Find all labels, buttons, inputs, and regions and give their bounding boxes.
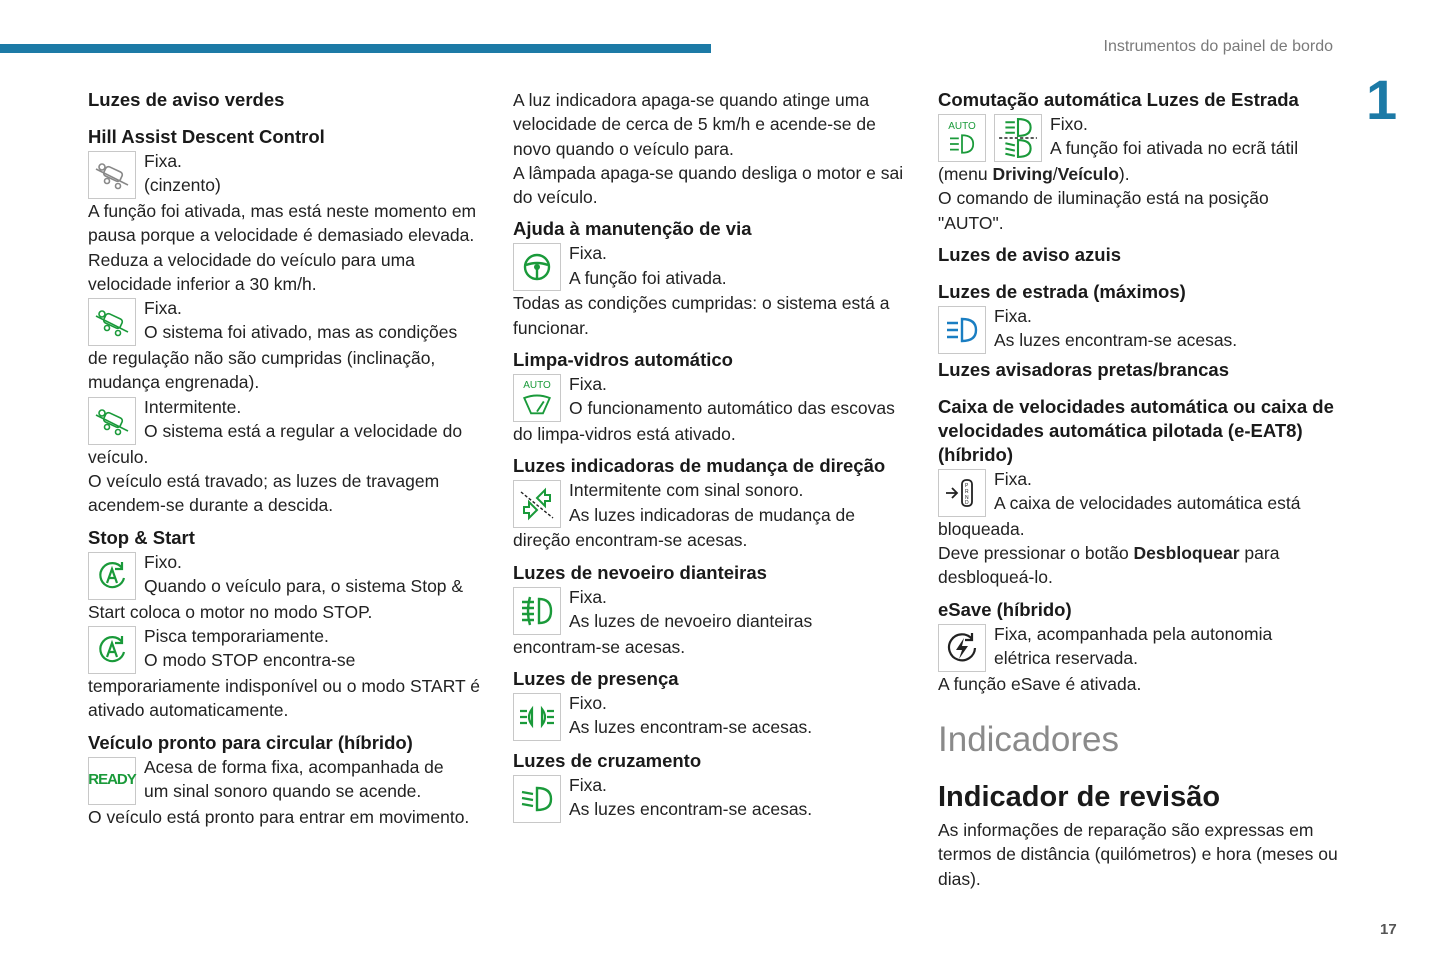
text: Fixa. <box>144 298 182 319</box>
stop-start-item-1 <box>88 550 493 600</box>
menu-driving: Driving <box>992 164 1053 184</box>
text: As luzes indicadoras de mudança de <box>569 504 856 525</box>
text: O funcionamento automático das escovas <box>569 398 895 419</box>
text: A função foi ativada no ecrã tátil <box>1050 138 1299 159</box>
section-title-service-indicator: Indicador de revisão <box>938 781 1221 814</box>
text: Fixa, acompanhada pela autonomia <box>994 623 1273 644</box>
turn-signal-icon <box>513 480 561 528</box>
heading-blue-warnings: Luzes de aviso azuis <box>938 243 1122 265</box>
heading-hadc: Hill Assist Descent Control <box>88 126 325 147</box>
text: (menu <box>938 164 993 184</box>
text: Fixo. <box>1050 114 1088 134</box>
section-title-indicators: Indicadores <box>938 720 1119 760</box>
text: Fixa. <box>569 586 607 607</box>
lane-item <box>513 241 918 291</box>
text: para desbloqueá-lo. <box>938 543 1280 588</box>
menu-vehicle: Veículo <box>1057 164 1119 184</box>
page-header: Instrumentos do painel de bordo <box>1103 38 1333 55</box>
column-1 <box>88 88 493 829</box>
chapter-number: 1 <box>1366 68 1398 131</box>
paragraph: A luz indicadora apaga-se quando atinge uma velocidade de cerca de 5 km/h e acende-se de novo quando o veículo para. <box>513 90 876 159</box>
front-fog-light-icon <box>513 587 561 635</box>
stop-start-item-2 <box>88 624 493 674</box>
turn-item <box>513 478 918 528</box>
text: A caixa de velocidades automática está <box>994 493 1301 514</box>
wiper-item <box>513 372 918 422</box>
paragraph: O veículo está travado; as luzes de travagem acendem-se durante a descida. <box>88 471 440 516</box>
fog-item <box>513 585 918 635</box>
text: Fixa. <box>569 774 607 795</box>
esave-icon <box>938 624 986 672</box>
text: Fixo. <box>144 551 182 572</box>
text: Fixa. <box>569 374 607 395</box>
heading-auto-high-beam: Comutação automática Luzes de Estrada <box>938 89 1299 110</box>
heading-dipped-beam: Luzes de cruzamento <box>513 749 702 771</box>
paragraph: encontram-se acesas. <box>513 636 686 657</box>
paragraph: Todas as condições cumpridas: o sistema está a funcionar. <box>513 293 890 338</box>
text: ). <box>1118 164 1130 184</box>
dipped-beam-item <box>513 773 918 823</box>
paragraph <box>938 541 1338 590</box>
text: Fixa. <box>994 468 1032 489</box>
paragraph: O veículo está pronto para entrar em movimento. <box>88 806 470 827</box>
text: As luzes encontram-se acesas. <box>569 799 813 820</box>
gearbox-lock-icon <box>938 469 986 517</box>
ready-icon <box>88 757 136 805</box>
paragraph: A lâmpada apaga-se quando desliga o motor e sai do veículo. <box>513 162 904 208</box>
hadc-item-2 <box>88 296 493 346</box>
auto-wiper-icon <box>513 374 561 422</box>
heading-lane: Ajuda à manutenção de via <box>513 218 752 240</box>
paragraph: veículo. <box>88 446 149 467</box>
text: O modo STOP encontra-se <box>144 650 356 671</box>
svg-text:R: R <box>965 488 969 495</box>
dipped-beam-icon <box>513 775 561 823</box>
hill-descent-green-icon <box>88 298 136 346</box>
heading-wiper: Limpa-vidros automático <box>513 349 733 371</box>
heading-ready: Veículo pronto para circular (híbrido) <box>88 731 413 753</box>
paragraph: A função eSave é ativada. <box>938 673 1142 694</box>
heading-fog: Luzes de nevoeiro dianteiras <box>513 561 767 583</box>
main-beam-item <box>938 304 1338 354</box>
auto-label: AUTO <box>523 379 551 391</box>
text: Fixa. <box>144 151 182 171</box>
paragraph: temporariamente indisponível ou o modo START é ativado automaticamente. <box>88 675 481 721</box>
paragraph <box>938 162 1338 186</box>
text: A função foi ativada. <box>569 267 727 288</box>
esave-item <box>938 622 1338 672</box>
heading-main-beam: Luzes de estrada (máximos) <box>938 280 1186 302</box>
paragraph: O comando de iluminação está na posição "AUTO". <box>938 188 1269 233</box>
high-beam-dipped-beam-icon <box>994 114 1042 162</box>
auto-high-beam-icon <box>938 114 986 162</box>
side-lights-icon <box>513 693 561 741</box>
heading-esave: eSave (híbrido) <box>938 598 1072 620</box>
stop-start-icon <box>88 552 136 600</box>
hadc-item-1 <box>88 149 493 199</box>
text: Fixa. <box>994 305 1032 326</box>
paragraph: As informações de reparação são expressas em termos de distância (quilómetros) e hora (meses ou dias). <box>938 820 1338 889</box>
auto-label: AUTO <box>948 120 976 132</box>
unlock-button-label: Desbloquear <box>1133 543 1240 564</box>
page-number: 17 <box>1380 921 1397 938</box>
text: Pisca temporariamente. <box>144 625 329 646</box>
text: As luzes encontram-se acesas. <box>994 330 1238 351</box>
gearbox-item <box>938 467 1338 517</box>
hill-descent-grey-icon <box>88 151 136 199</box>
text: (cinzento) <box>144 175 221 196</box>
heading-black-white-warnings: Luzes avisadoras pretas/brancas <box>938 358 1230 380</box>
text: elétrica reservada. <box>994 648 1138 669</box>
svg-text:P: P <box>965 482 969 489</box>
heading-stop-start: Stop & Start <box>88 526 195 548</box>
paragraph: A função foi ativada, mas está neste momento em pausa porque a velocidade é demasiado elevada. <box>88 201 477 246</box>
paragraph: bloqueada. <box>938 518 1025 539</box>
heading-side-lights: Luzes de presença <box>513 667 679 689</box>
text: O sistema está a regular a velocidade do <box>144 421 463 442</box>
text: Fixa. <box>569 243 607 264</box>
ready-item <box>88 755 493 805</box>
text: Quando o veículo para, o sistema Stop & <box>144 575 464 596</box>
text: / <box>1052 164 1058 184</box>
hadc-item-3 <box>88 395 493 445</box>
column-3 <box>938 88 1338 891</box>
svg-text:D: D <box>965 499 969 506</box>
svg-text:N: N <box>965 494 969 501</box>
header-bar <box>0 44 711 53</box>
text: Intermitente com sinal sonoro. <box>569 480 804 501</box>
text: Intermitente. <box>144 396 242 417</box>
text: um sinal sonoro quando se acende. <box>144 780 422 801</box>
text: Fixo. <box>569 692 607 713</box>
paragraph: Start coloca o motor no modo STOP. <box>88 601 373 622</box>
heading-gearbox: Caixa de velocidades automática ou caixa de velocidades automática pilotada (e-EAT8) (híbrido) <box>938 395 1334 465</box>
column-2 <box>513 88 918 823</box>
hill-descent-green-icon <box>88 397 136 445</box>
paragraph: de regulação não são cumpridas (inclinação, mudança engrenada). <box>88 348 436 393</box>
text: Acesa de forma fixa, acompanhada de <box>144 756 444 777</box>
steering-wheel-icon <box>513 243 561 291</box>
ready-icon-text: READY <box>88 771 136 789</box>
text: Deve pressionar o botão <box>938 543 1134 564</box>
auto-high-beam-item <box>938 112 1338 162</box>
text: O sistema foi ativado, mas as condições <box>144 322 458 343</box>
paragraph: do limpa-vidros está ativado. <box>513 424 736 445</box>
stop-start-icon <box>88 626 136 674</box>
paragraph: Reduza a velocidade do veículo para uma velocidade inferior a 30 km/h. <box>88 249 415 294</box>
text: As luzes de nevoeiro dianteiras <box>569 610 813 631</box>
main-beam-icon <box>938 306 986 354</box>
heading-green-warnings: Luzes de aviso verdes <box>88 89 285 110</box>
heading-turn: Luzes indicadoras de mudança de direção <box>513 455 886 477</box>
side-lights-item <box>513 691 918 741</box>
paragraph: direção encontram-se acesas. <box>513 530 748 551</box>
text: As luzes encontram-se acesas. <box>569 717 813 738</box>
